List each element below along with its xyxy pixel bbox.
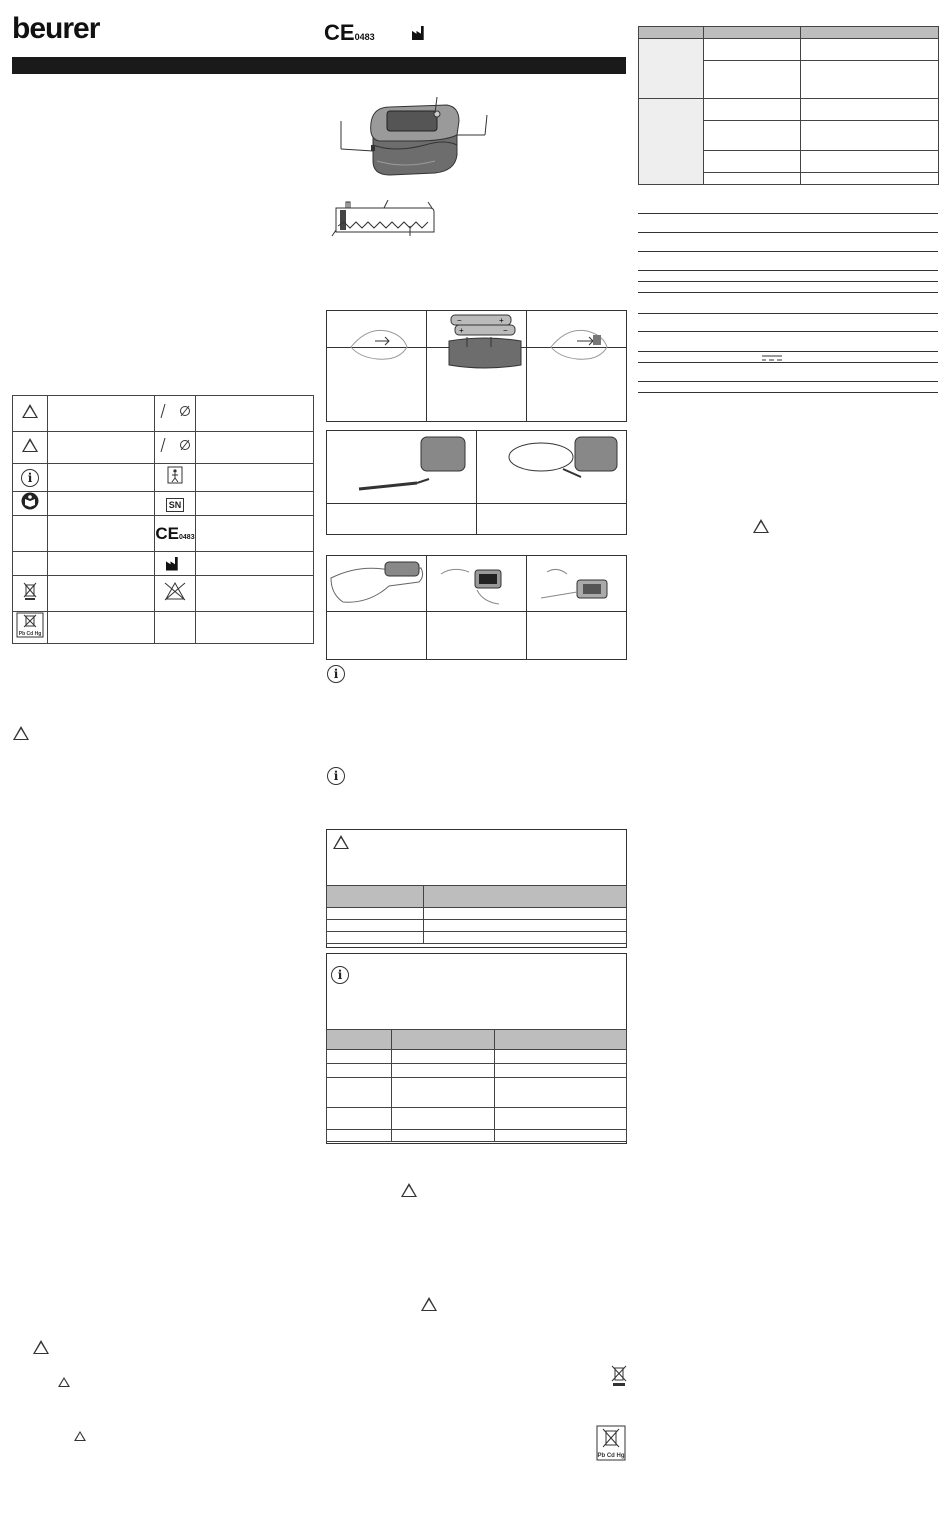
ce-number: 0483 (354, 32, 375, 42)
measurement-figure (326, 555, 627, 660)
symbol-desc (196, 464, 314, 492)
svg-text:Pb Cd Hg: Pb Cd Hg (18, 631, 42, 637)
warning-icon (401, 1183, 417, 1197)
serial-number-icon: SN (166, 498, 185, 512)
spec-divider (638, 331, 938, 332)
symbol-desc (196, 396, 314, 432)
sensor-icon (371, 145, 375, 151)
table-cell (495, 1050, 627, 1064)
svg-text:Pb Cd Hg: Pb Cd Hg (597, 1453, 625, 1459)
ce-number: 0483 (179, 533, 195, 541)
symbol-table (12, 395, 314, 644)
device-figure (335, 95, 495, 180)
table-cell (495, 1108, 627, 1130)
symbol-cell (13, 576, 48, 612)
warning-icon (22, 404, 38, 418)
table-cell (392, 1130, 495, 1142)
symbol-desc (196, 516, 314, 552)
battery-compartment-figure (445, 313, 525, 371)
symbol-desc (48, 612, 155, 644)
table-cell (704, 61, 801, 99)
symbol-cell (155, 516, 196, 552)
display-figure (330, 200, 440, 238)
ce-icon: CE (324, 20, 355, 45)
troubleshooting-table (638, 26, 939, 185)
svg-text:+: + (499, 316, 504, 325)
spec-divider (638, 281, 938, 282)
lanyard-loop-figure (507, 433, 622, 499)
lanyard-figure (326, 430, 627, 535)
symbol-cell (155, 492, 196, 516)
warning-icon (33, 1340, 49, 1354)
symbol-cell (13, 396, 48, 432)
table-cell (801, 151, 939, 173)
no-latex-icon (163, 580, 187, 602)
no-mri-icon (157, 436, 193, 454)
table-cell (424, 886, 627, 908)
table-cell (495, 1064, 627, 1078)
hand-open-figure (347, 317, 417, 361)
table-cell (424, 920, 627, 932)
symbol-cell (13, 516, 48, 552)
spec-divider (638, 351, 938, 352)
table-cell (495, 1078, 627, 1108)
warning-table (326, 885, 627, 944)
symbol-cell (13, 612, 48, 644)
hand-close-figure (547, 317, 617, 361)
symbol-cell (13, 552, 48, 576)
spec-divider (638, 381, 938, 382)
table-cell (327, 1030, 392, 1050)
symbol-desc (48, 396, 155, 432)
info-icon: i (327, 767, 345, 785)
spec-divider (638, 270, 938, 271)
table-cell (704, 39, 801, 61)
spec-divider (638, 313, 938, 314)
symbol-cell (13, 492, 48, 516)
info-icon: i (21, 469, 39, 487)
warning-icon (753, 519, 769, 533)
battery-insert-figure (326, 310, 627, 422)
info-icon: i (327, 665, 345, 683)
battery-icon (340, 210, 346, 230)
dc-current-icon (761, 354, 783, 362)
info-icon: i (331, 966, 349, 984)
spec-divider (638, 292, 938, 293)
svg-text:−: − (457, 316, 462, 325)
manufacturer-icon (412, 26, 430, 40)
symbol-desc (48, 576, 155, 612)
table-cell (392, 1078, 495, 1108)
info-table (326, 1029, 627, 1142)
waveform-icon (338, 222, 428, 228)
table-cell (327, 1130, 392, 1142)
table-cell (704, 173, 801, 185)
warning-icon (13, 726, 29, 740)
table-cell (327, 886, 424, 908)
symbol-desc (196, 432, 314, 464)
symbol-desc (48, 464, 155, 492)
table-cell (704, 27, 801, 39)
table-cell (801, 39, 939, 61)
symbol-desc (196, 552, 314, 576)
battery-bin-icon (596, 1425, 626, 1461)
table-cell (801, 121, 939, 151)
symbol-cell (155, 612, 196, 644)
symbol-cell (155, 552, 196, 576)
table-cell (327, 932, 424, 944)
table-cell (801, 61, 939, 99)
symbol-cell (155, 396, 196, 432)
table-cell (392, 1030, 495, 1050)
table-cell (424, 932, 627, 944)
table-cell (327, 1064, 392, 1078)
svg-text:+: + (459, 326, 464, 335)
read-manual-icon (21, 492, 39, 510)
spec-divider (638, 392, 938, 393)
ce-mark-header (324, 20, 375, 46)
table-cell (801, 173, 939, 185)
symbol-desc (48, 492, 155, 516)
table-cell (327, 908, 424, 920)
warning-icon (333, 835, 349, 849)
table-cell (327, 1050, 392, 1064)
table-cell (495, 1030, 627, 1050)
table-cell (495, 1130, 627, 1142)
warning-icon (22, 438, 38, 452)
brand-logo: beurer (12, 12, 100, 45)
type-bf-icon (167, 466, 183, 484)
table-cell (327, 1078, 392, 1108)
table-cell (392, 1050, 495, 1064)
symbol-desc (196, 576, 314, 612)
table-cell (639, 39, 704, 99)
table-cell (704, 121, 801, 151)
spec-divider (638, 232, 938, 233)
symbol-desc (48, 516, 155, 552)
press-button-figure (437, 562, 517, 608)
warning-icon (74, 1431, 86, 1441)
symbol-cell (155, 464, 196, 492)
symbol-cell (13, 432, 48, 464)
spec-divider (638, 362, 938, 363)
table-cell (639, 99, 704, 185)
symbol-cell (155, 576, 196, 612)
spec-divider (638, 213, 938, 214)
table-cell (801, 99, 939, 121)
weee-bin-icon (23, 581, 37, 601)
table-cell (327, 920, 424, 932)
table-cell (801, 27, 939, 39)
manufacturer-icon (166, 557, 184, 571)
symbol-desc (196, 612, 314, 644)
title-bar (12, 57, 626, 74)
symbol-desc (48, 432, 155, 464)
symbol-cell (13, 464, 48, 492)
warning-icon (58, 1377, 70, 1387)
weee-bin-icon (611, 1363, 627, 1387)
symbol-cell (155, 432, 196, 464)
table-cell (704, 99, 801, 121)
spec-divider (638, 251, 938, 252)
symbol-desc (48, 552, 155, 576)
battery-bin-icon (16, 612, 44, 638)
table-cell (392, 1108, 495, 1130)
table-cell (424, 908, 627, 920)
lanyard-attach-figure (357, 433, 472, 499)
reading-figure (537, 562, 617, 608)
table-cell (704, 151, 801, 173)
no-mri-icon (157, 402, 193, 420)
table-cell (639, 27, 704, 39)
warning-icon (421, 1297, 437, 1311)
table-cell (327, 1108, 392, 1130)
symbol-desc (196, 492, 314, 516)
table-cell (392, 1064, 495, 1078)
ce-icon: CE (155, 523, 180, 543)
finger-insert-figure (329, 558, 425, 608)
svg-text:−: − (503, 326, 508, 335)
